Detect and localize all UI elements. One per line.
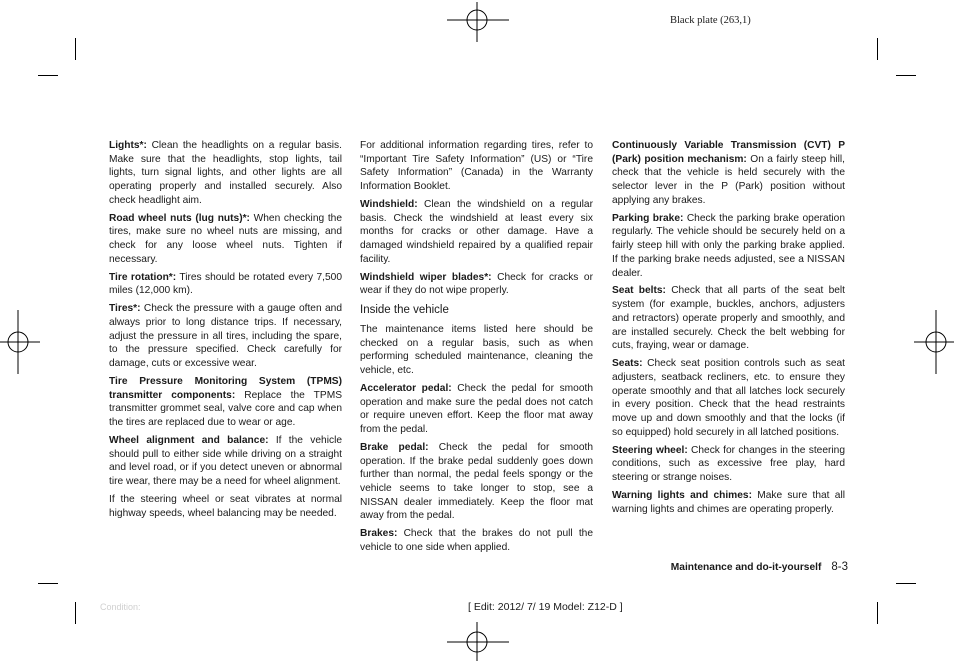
registration-mark-icon [447, 2, 509, 42]
paragraph-tires: Tires*: Check the pressure with a gauge often and always prior to long distance trips. If necessary, adjust the pressure in all tires, including the spare, to the pressure specified. Check carefully for damage, cuts or excessive wear. [109, 303, 342, 370]
paragraph-wiper-blades: Windshield wiper blades*: Check for cracks or wear if they do not wipe properly. [360, 271, 593, 297]
plate-label: Black plate (263,1) [670, 15, 751, 26]
column-middle [360, 139, 593, 559]
paragraph-inside-intro: The maintenance items listed here should be checked on a regular basis, such as when performing scheduled maintenance, cleaning the vehicle, etc. [360, 323, 593, 376]
paragraph-tire-rotation: Tire rotation*: Tires should be rotated every 7,500 miles (12,000 km). [109, 271, 342, 297]
paragraph-seats: Seats: Check seat position controls such as seat adjusters, seatback recliners, etc. to ensure they operate smoothly and that all latches lock securely in every position. Check that the head restraints move up and down smoothly and that the locks (if so equipped) hold securely in all latched positions. [612, 358, 845, 438]
crop-mark [75, 602, 76, 624]
paragraph-lights: Lights*: Clean the headlights on a regular basis. Make sure that the headlights, stop lights, tail lights, turn signal lights, and other lights are all operating properly and installed securely. Also check headlight aim. [109, 140, 342, 206]
page-footer [671, 561, 848, 573]
crop-mark [877, 38, 878, 60]
edit-info: [ Edit: 2012/ 7/ 19 Model: Z12-D ] [468, 601, 623, 613]
crop-mark [896, 75, 916, 76]
registration-mark-icon [0, 310, 40, 374]
crop-mark [896, 583, 916, 584]
registration-mark-icon [914, 310, 954, 374]
paragraph-windshield: Windshield: Clean the windshield on a regular basis. Check the windshield at least every six months for cracks or other damage. Have a damaged windshield repaired by a qualified repair facility. [360, 199, 593, 265]
paragraph-steering-wheel: Steering wheel: Check for changes in the steering conditions, such as excessive free play, hard steering or strange noises. [612, 444, 845, 483]
condition-label: Condition: [100, 602, 141, 612]
section-heading-inside-vehicle: Inside the vehicle [360, 304, 449, 317]
registration-mark-icon [447, 622, 509, 661]
paragraph-wheel-balancing: If the steering wheel or seat vibrates at normal highway speeds, wheel balancing may be needed. [109, 494, 342, 519]
paragraph-wheel-alignment: Wheel alignment and balance: If the vehicle should pull to either side while driving on a straight and level road, or if you detect uneven or abnormal tire wear, there may be a need for wheel alignment. [109, 435, 342, 488]
footer-section-title: Maintenance and do-it-yourself [670, 562, 822, 573]
page-number: 8-3 [831, 561, 848, 573]
paragraph-accelerator-pedal: Accelerator pedal: Check the pedal for smooth operation and make sure the pedal does not catch or require uneven effort. Keep the floor mat away from the pedal. [360, 382, 593, 435]
paragraph-brakes: Brakes: Check that the brakes do not pull the vehicle to one side when applied. [360, 528, 593, 553]
paragraph-warning-lights: Warning lights and chimes: Make sure that all warning lights and chimes are operating properly. [612, 489, 845, 515]
paragraph-parking-brake: Parking brake: Check the parking brake operation regularly. The vehicle should be securely held on a fairly steep hill with only the parking brake applied. If the parking brake needs adjusted, see a NISSAN dealer. [612, 212, 845, 279]
paragraph-tpms: Tire Pressure Monitoring System (TPMS) transmitter components: Replace the TPMS transmitter grommet seal, valve core and cap when the tires are replaced due to wear or age. [109, 376, 342, 429]
paragraph-brake-pedal: Brake pedal: Check the pedal for smooth operation. If the brake pedal suddenly goes down further than normal, the pedal feels spongy or the vehicle seems to take longer to stop, see a NISSAN dealer immediately. Keep the floor mat away from the pedal. [360, 441, 593, 522]
crop-mark [38, 583, 58, 584]
crop-mark [75, 38, 76, 60]
paragraph-tire-info: For additional information regarding tires, refer to “Important Tire Safety Information” (US) or “Tire Safety Information” (Canada) in the Warranty Information Booklet. [360, 140, 593, 193]
crop-mark [38, 75, 58, 76]
paragraph-cvt-park: Continuously Variable Transmission (CVT) P (Park) position mechanism: On a fairly steep hill, check that the vehicle is held securely with the selector lever in the P (Park) position without applying any brakes. [612, 140, 845, 206]
paragraph-seat-belts: Seat belts: Check that all parts of the seat belt system (for example, buckles, anchors, adjusters and retractors) operate properly and smoothly, and are installed securely. Check the belt webbing for cuts, fraying, wear or damage. [612, 285, 845, 352]
column-left [109, 139, 342, 525]
crop-mark [877, 602, 878, 624]
column-right [612, 139, 845, 520]
paragraph-wheel-nuts: Road wheel nuts (lug nuts)*: When checking the tires, make sure no wheel nuts are missing, and check for any loose wheel nuts. Tighten if necessary. [109, 212, 342, 265]
